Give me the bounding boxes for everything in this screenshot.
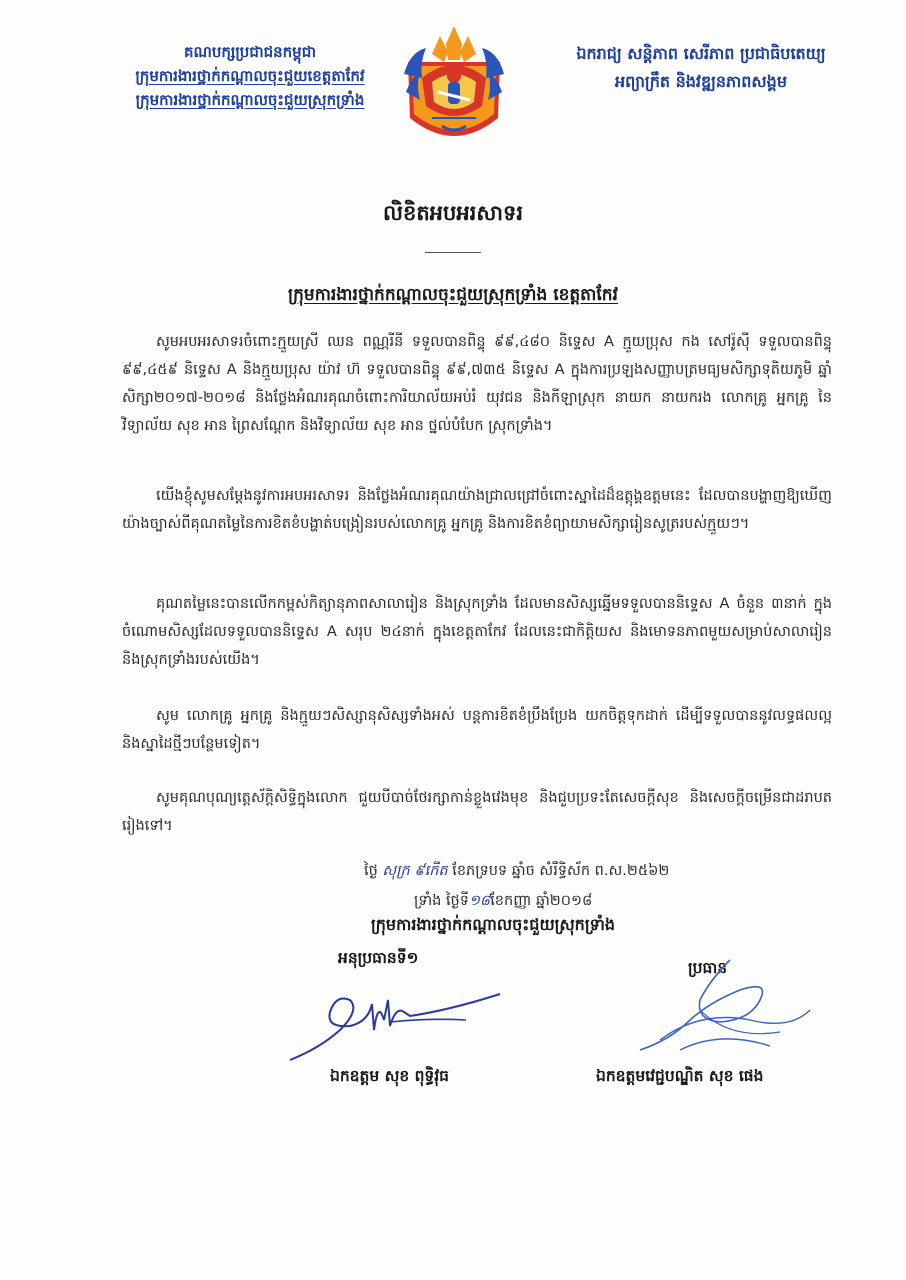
date-block	[364, 856, 784, 916]
lunar-date: ថ្ងៃ សុក្រ ៩កើត ខែភទ្របទ ឆ្នាំច សំរឹទ្ធិស័ក ព.ស.២៥៦២	[364, 863, 670, 879]
signing-organization: ក្រុមការងារថ្នាក់កណ្ដាលចុះជួយស្រុកទ្រាំង	[371, 915, 615, 934]
motto-line-2: អព្យាក្រឹត និងវឌ្ឍនភាពសង្គម	[615, 72, 787, 91]
letter-subtitle: ក្រុមការងារថ្នាក់កណ្ដាលចុះជួយស្រុកទ្រាំង ខេត្តតាកែវ	[288, 285, 618, 305]
vice-chair-signature	[280, 960, 520, 1070]
national-motto	[526, 40, 876, 96]
handwritten-lunar-day: សុក្រ ៩កើត	[382, 863, 448, 879]
chair-signature	[600, 950, 830, 1070]
letter-title: លិខិតអបអរសាទរ	[383, 201, 523, 225]
vice-chair-title: អនុប្រធានទី១	[338, 949, 419, 967]
title-divider	[425, 252, 481, 253]
paragraph-encouragement: សូម លោកគ្រូ អ្នកគ្រូ និងក្មួយៗសិស្សានុសិស្សទាំងអស់ បន្តការខិតខំប្រឹងប្រែង យកចិត្តទុកដាក់ ដើម្បីទទួលបាននូវលទ្ធផលល្អ និងស្នាដៃថ្មីៗបន្ថែមទៀត។	[122, 708, 832, 752]
party-name: គណបក្សប្រជាជនកម្ពុជា	[184, 43, 316, 61]
party-emblem-logo	[402, 22, 506, 154]
chair-name: ឯកឧត្តមវេជ្ជបណ្ឌិត សុខ ផេង	[596, 1067, 764, 1085]
motto-line-1: ឯករាជ្យ សន្តិភាព សេរីភាព ប្រជាធិបតេយ្យ	[576, 44, 826, 63]
chair-title: ប្រធាន	[688, 959, 728, 977]
district-working-group: ក្រុមការងារថ្នាក់កណ្ដាលចុះជួយស្រុកទ្រាំង	[135, 91, 365, 109]
paragraph-appreciation: យើងខ្ញុំសូមសម្ដែងនូវការអបអរសាទរ និងថ្លែងអំណរគុណយ៉ាងជ្រាលជ្រៅចំពោះស្នាដៃដ៏ឧត្តុង្គឧត្តមនេះ ដែលបានបង្ហាញឱ្យឃើញយ៉ាងច្បាស់ពីគុណតម្លៃនៃការខិតខំបង្ហាត់បង្រៀនរបស់លោកគ្រូ អ្នកគ្រូ និងការខិតខំព្យាយាមសិក្សារៀនសូត្ររបស់ក្មួយៗ។	[122, 488, 832, 532]
provincial-working-group: ក្រុមការងារថ្នាក់កណ្ដាលចុះជួយខេត្តតាកែវ	[135, 67, 365, 85]
handwritten-day: ១៨	[468, 893, 491, 909]
party-header	[100, 40, 400, 112]
solar-date: ទ្រាំង ថ្ងៃទី១៨ខែកញ្ញា ឆ្នាំ២០១៨	[414, 893, 593, 909]
paragraph-honor: គុណតម្លៃនេះបានលើកកម្ពស់កិត្យានុភាពសាលារៀន និងស្រុកទ្រាំង ដែលមានសិស្សឆ្នើមទទួលបាននិទ្ទេស A ចំនួន ៣នាក់ ក្នុងចំណោមសិស្សដែលទទួលបាននិទ្ទេស A សរុប ២៤នាក់ ក្នុងខេត្តតាកែវ ដែលនេះជាកិត្តិយស និងមោទនភាពមួយសម្រាប់សាលារៀន និងស្រុកទ្រាំងរបស់យើង។	[122, 596, 832, 668]
paragraph-congratulations: សូមអបអរសាទរចំពោះក្មួយស្រី ឈន ពណ្ណរីនី ទទួលបានពិន្ទុ ៩៩,៤៨០ និទ្ទេស A ក្មួយប្រុស កង សៅរ៉ូស៊ី ទទួលបានពិន្ទុ ៩៩,៤៥៩ និទ្ទេស A និងក្មួយប្រុស យ៉ាវ ហ៊ ទទួលបានពិន្ទុ ៩៩,៧៣៥ និទ្ទេស A ក្នុងការប្រឡងសញ្ញាបត្រមធ្យមសិក្សាទុតិយភូមិ ឆ្នាំសិក្សា២០១៧-២០១៨ និងថ្លែងអំណរគុណចំពោះការិយាល័យអប់រំ យុវជន និងកីឡាស្រុក នាយក នាយករង លោកគ្រូ អ្នកគ្រូ នៃវិទ្យាល័យ សុខ អាន ព្រៃសណ្ដែក និងវិទ្យាល័យ សុខ អាន ថ្នល់បំបែក ស្រុកទ្រាំង។	[122, 334, 832, 434]
paragraph-blessing: សូមគុណបុណ្យត្តេស័ក្តិសិទ្ធិក្នុងលោក ជួយបីបាច់ថែរក្សាកាន់ខ្លួងវេងមុខ និងជួបប្រទះតែសេចក្ដីសុខ និងសេចក្ដីចម្រើនជាដរាបតរៀងទៅ។	[122, 790, 832, 834]
vice-chair-name: ឯកឧត្តម សុខ ពុទ្ធិវុធ	[330, 1067, 450, 1085]
